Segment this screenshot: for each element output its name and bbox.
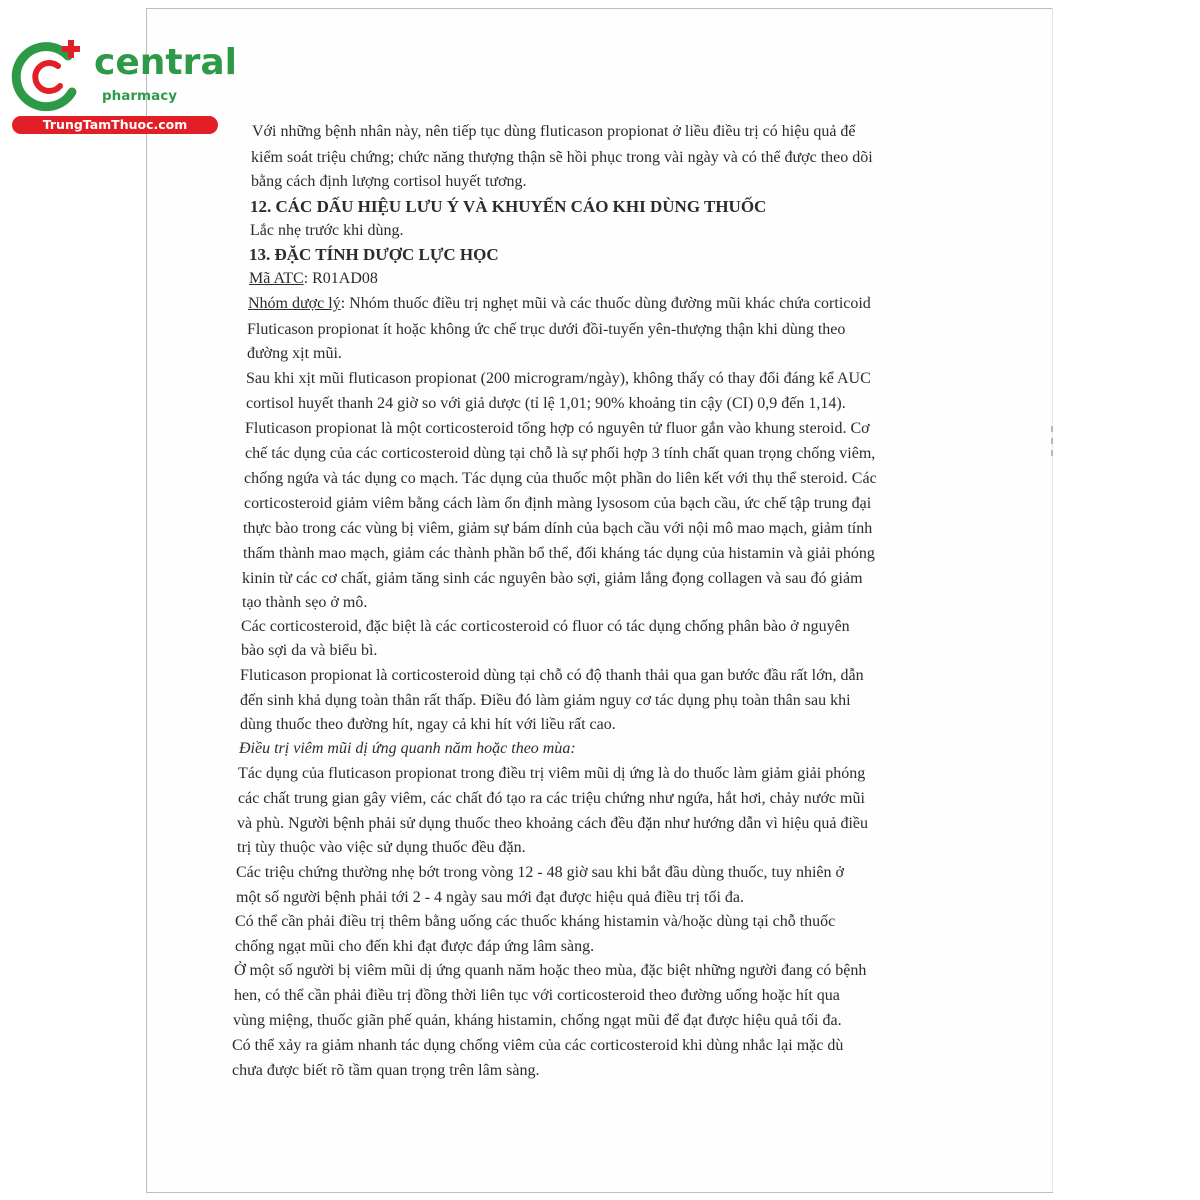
text-line: các chất trung gian gây viêm, các chất đó tạo ra các triệu chứng như ngứa, hắt hơi, chảy nước mũi <box>238 790 865 807</box>
text-line: Có thể cần phải điều trị thêm bằng uống các thuốc kháng histamin và/hoặc dùng tại chỗ thuốc <box>235 913 836 930</box>
text-line: trị tùy thuộc vào việc sử dụng thuốc đều đặn. <box>237 839 526 856</box>
text-line: Fluticason propionat ít hoặc không ức chế trục dưới đồi-tuyến yên-thượng thận khi dùng theo <box>247 321 846 338</box>
site-banner[interactable]: TrungTamThuoc.com <box>12 116 218 134</box>
section-12-heading: 12. CÁC DẤU HIỆU LƯU Ý VÀ KHUYẾN CÁO KHI DÙNG THUỐC <box>250 197 767 216</box>
text-line: Các triệu chứng thường nhẹ bớt trong vòng 12 - 48 giờ sau khi bắt đầu dùng thuốc, tuy nhiên ở <box>236 864 844 881</box>
brand-tagline: pharmacy <box>102 88 178 104</box>
atc-label: Mã ATC <box>249 270 304 287</box>
section-12-text: Lắc nhẹ trước khi dùng. <box>250 222 404 239</box>
text-line: thấm thành mao mạch, giảm các thành phần bổ thể, đối kháng tác dụng của histamin và giải phóng <box>243 545 875 562</box>
text-line: thực bào trong các vùng bị viêm, giảm sự bám dính của bạch cầu với nội mô mao mạch, giảm tính <box>243 520 873 537</box>
atc-line <box>249 269 378 289</box>
section-13-heading: 13. ĐẶC TÍNH DƯỢC LỰC HỌC <box>249 245 499 264</box>
text-line: và phù. Người bệnh phải sử dụng thuốc theo khoảng cách đều đặn như hướng dẫn vì hiệu quả điều <box>237 815 869 832</box>
scan-marks <box>1049 420 1055 460</box>
text-line: Các corticosteroid, đặc biệt là các corticosteroid có fluor có tác dụng chống phân bào ở nguyên <box>241 618 850 635</box>
text-line: Với những bệnh nhân này, nên tiếp tục dùng fluticason propionat ở liều điều trị có hiệu quả để <box>252 123 856 140</box>
group-line <box>248 294 871 314</box>
text-line: chống ngứa và tác dụng co mạch. Tác dụng của thuốc một phần do liên kết với thụ thể steroid. Các <box>244 470 877 487</box>
page-edge <box>1052 8 1053 1191</box>
text-line: kinin từ các cơ chất, giảm tăng sinh các nguyên bào sợi, giảm lắng đọng collagen và sau đó giảm <box>242 570 863 587</box>
central-pharmacy-logo-icon <box>10 36 90 116</box>
text-line: chế tác dụng của các corticosteroid dùng tại chỗ là sự phối hợp 3 tính chất quan trọng chống viêm, <box>245 445 876 462</box>
text-line: dùng thuốc theo đường hít, ngay cả khi hít với liều rất cao. <box>240 716 616 733</box>
text-line: corticosteroid giảm viêm bằng cách làm ổn định màng lysosom của bạch cầu, ức chế tập trung đại <box>244 495 872 512</box>
text-line: kiểm soát triệu chứng; chức năng thượng thận sẽ hồi phục trong vài ngày và có thể được theo dõi <box>251 149 873 166</box>
text-line: Ở một số người bị viêm mũi dị ứng quanh năm hoặc theo mùa, đặc biệt những người đang có bệnh <box>234 962 867 979</box>
brand-logo[interactable] <box>10 36 237 136</box>
text-line: đường xịt mũi. <box>247 345 342 362</box>
group-text: : Nhóm thuốc điều trị nghẹt mũi và các thuốc dùng đường mũi khác chứa corticoid <box>340 295 871 312</box>
atc-value: : R01AD08 <box>303 270 378 287</box>
text-line: Fluticason propionat là một corticosteroid tổng hợp có nguyên tử fluor gắn vào khung steroid. Cơ <box>245 420 870 437</box>
italic-subheading: Điều trị viêm mũi dị ứng quanh năm hoặc theo mùa: <box>239 740 576 757</box>
text-line: bằng cách định lượng cortisol huyết tương. <box>251 173 527 190</box>
text-line: chưa được biết rõ tầm quan trọng trên lâm sàng. <box>232 1062 540 1079</box>
text-line: cortisol huyết thanh 24 giờ so với giả dược (tỉ lệ 1,01; 90% khoảng tin cậy (CI) 0,9 đến 1,14). <box>246 395 846 412</box>
text-line: Tác dụng của fluticason propionat trong điều trị viêm mũi dị ứng là do thuốc làm giảm giải phóng <box>238 765 866 782</box>
text-line: chống ngạt mũi cho đến khi đạt được đáp ứng lâm sàng. <box>235 938 595 955</box>
text-line: đến sinh khả dụng toàn thân rất thấp. Điều đó làm giảm nguy cơ tác dụng phụ toàn thân sau khi <box>240 692 851 709</box>
text-line: Fluticason propionat là corticosteroid dùng tại chỗ có độ thanh thải qua gan bước đầu rất lớn, dẫn <box>240 667 864 684</box>
text-line: Sau khi xịt mũi fluticason propionat (200 microgram/ngày), không thấy có thay đổi đáng kể AUC <box>246 370 871 387</box>
text-line: vùng miệng, thuốc giãn phế quản, kháng histamin, chống ngạt mũi để đạt được hiệu quả tối đa. <box>233 1012 842 1029</box>
text-line: Có thể xảy ra giảm nhanh tác dụng chống viêm của các corticosteroid khi dùng nhắc lại mặc dù <box>232 1037 844 1054</box>
text-line: một số người bệnh phải tới 2 - 4 ngày sau mới đạt được hiệu quả điều trị tối đa. <box>236 889 744 906</box>
text-line: bào sợi da và biểu bì. <box>241 642 378 659</box>
group-label: Nhóm dược lý <box>248 295 341 312</box>
text-line: tạo thành sẹo ở mô. <box>242 594 368 611</box>
text-line: hen, có thể cần phải điều trị đồng thời liên tục với corticosteroid theo đường uống hoặc hít qua <box>234 987 840 1004</box>
brand-name: central <box>94 42 237 83</box>
